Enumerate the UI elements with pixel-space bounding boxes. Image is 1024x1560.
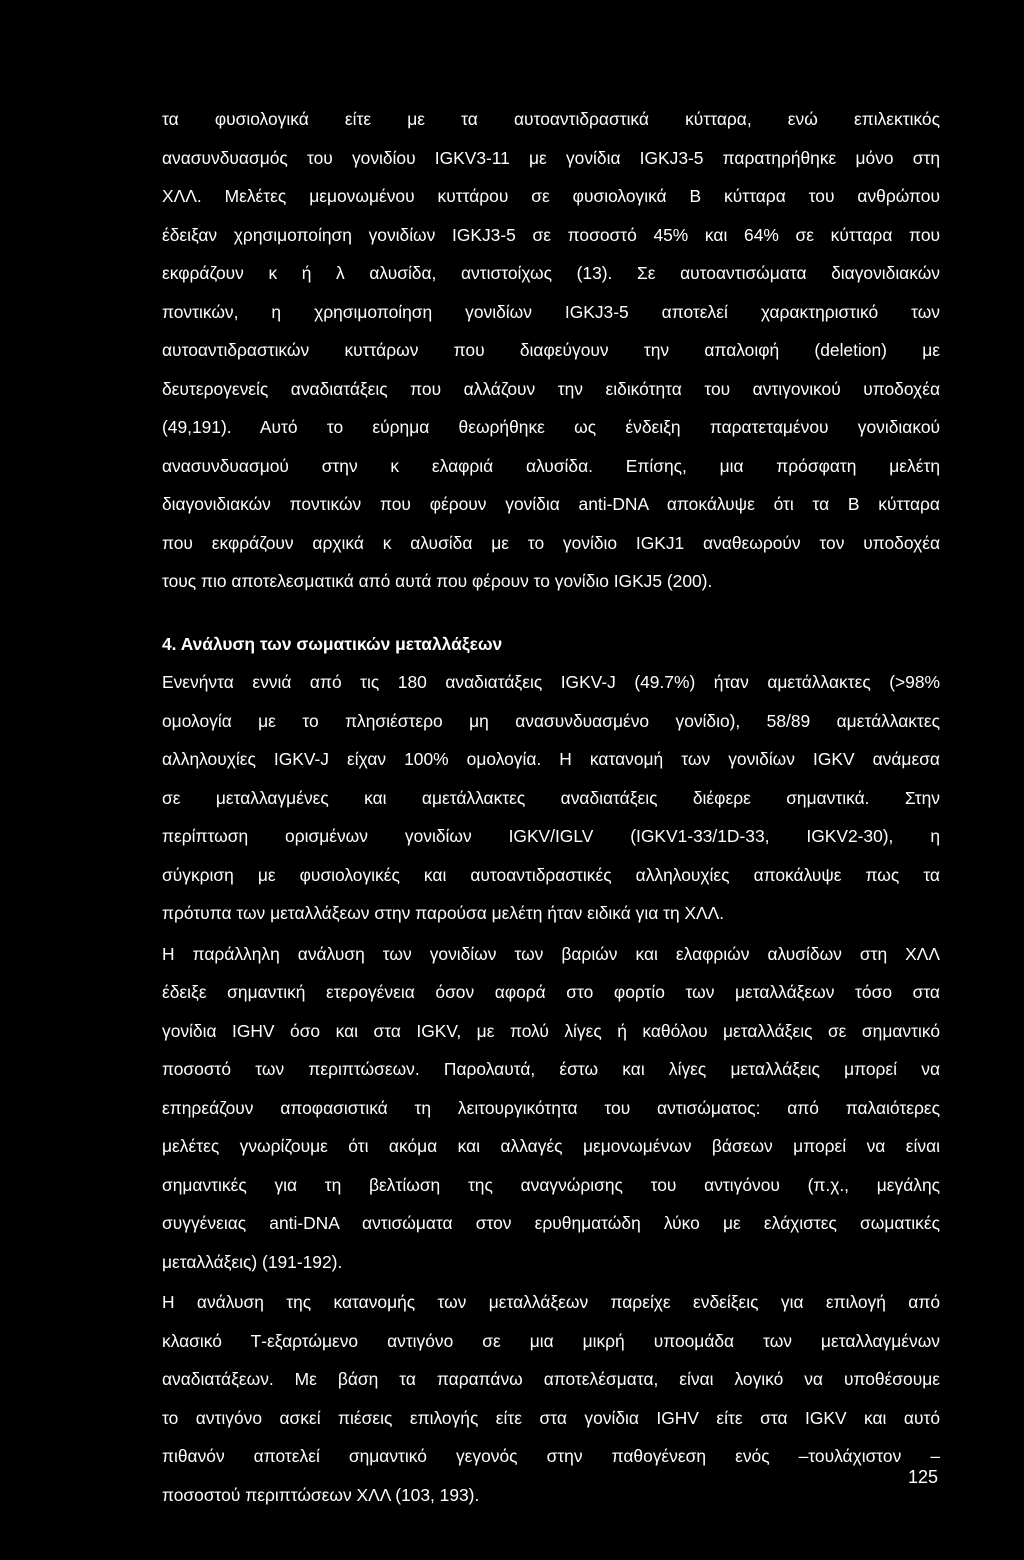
- text-line: ανασυνδυασμού στην κ ελαφριά αλυσίδα. Επίσης, μια πρόσφατη μελέτη: [162, 455, 940, 476]
- text-line: πρότυπα των μεταλλάξεων στην παρούσα μελέτη ήταν ειδικά για τη ΧΛΛ.: [162, 903, 725, 923]
- text-line: έδειξαν χρησιμοποίηση γονιδίων IGKJ3-5 σε ποσοστό 45% και 64% σε κύτταρα που: [162, 224, 940, 245]
- text-line: αναδιατάξεων. Με βάση τα παραπάνω αποτελέσματα, είναι λογικό να υποθέσουμε: [162, 1369, 940, 1389]
- paragraph-4: [162, 1283, 940, 1514]
- text-line: τους πιο αποτελεσματικά από αυτά που φέρουν το γονίδιο IGKJ5 (200).: [162, 571, 713, 591]
- text-line: ανασυνδυασμός του γονιδίου IGKV3-11 με γονίδια IGKJ3-5 παρατηρήθηκε μόνο στη: [162, 147, 940, 168]
- text-line: μεταλλάξεις) (191-192).: [162, 1251, 343, 1272]
- text-line: κλασικό Τ-εξαρτώμενο αντιγόνο σε μια μικρή υποομάδα των μεταλλαγμένων: [162, 1330, 940, 1351]
- text-line: διαγονιδιακών ποντικών που φέρουν γονίδια anti-DNA αποκάλυψε ότι τα Β κύτταρα: [162, 494, 940, 514]
- text-line: εκφράζουν κ ή λ αλυσίδα, αντιστοίχως (13). Σε αυτοαντισώματα διαγονιδιακών: [162, 263, 940, 283]
- section-heading: 4. Ανάλυση των σωματικών μεταλλάξεων: [162, 633, 503, 654]
- text-line: που εκφράζουν αρχικά κ αλυσίδα με το γονίδιο IGKJ1 αναθεωρούν τον υποδοχέα: [162, 532, 940, 553]
- text-line: ποντικών, η χρησιμοποίηση γονιδίων IGKJ3-5 αποτελεί χαρακτηριστικό των: [162, 301, 940, 322]
- text-line: επηρεάζουν αποφασιστικά τη λειτουργικότητα του αντισώματος: από παλαιότερες: [162, 1097, 940, 1118]
- document-page: [162, 100, 940, 1514]
- text-line: σύγκριση με φυσιολογικές και αυτοαντιδραστικές αλληλουχίες αποκάλυψε πως τα: [162, 864, 940, 885]
- text-line: (49,191). Αυτό το εύρημα θεωρήθηκε ως ένδειξη παρατεταμένου γονιδιακού: [162, 417, 940, 437]
- text-line: αλληλουχίες IGKV-J είχαν 100% ομολογία. Η κατανομή των γονιδίων IGKV ανάμεσα: [162, 749, 940, 769]
- text-line: γονίδια IGHV όσο και στα IGKV, με πολύ λίγες ή καθόλου μεταλλάξεις σε σημαντικό: [162, 1020, 940, 1041]
- text-line: σε μεταλλαγμένες και αμετάλλακτες αναδιατάξεις διέφερε σημαντικά. Στην: [162, 787, 940, 808]
- text-line: Η παράλληλη ανάλυση των γονιδίων των βαριών και ελαφριών αλυσίδων στη ΧΛΛ: [162, 943, 940, 964]
- text-line: Η ανάλυση της κατανομής των μεταλλάξεων παρείχε ενδείξεις για επιλογή από: [162, 1292, 940, 1312]
- text-line: το αντιγόνο ασκεί πιέσεις επιλογής είτε στα γονίδια IGHV είτε στα IGKV και αυτό: [162, 1407, 940, 1428]
- text-line: ποσοστό των περιπτώσεων. Παρολαυτά, έστω και λίγες μεταλλάξεις μπορεί να: [162, 1059, 940, 1079]
- paragraph-2: [162, 663, 940, 933]
- text-line: μελέτες γνωρίζουμε ότι ακόμα και αλλαγές μεμονωμένων βάσεων μπορεί να είναι: [162, 1136, 940, 1156]
- text-line: δευτερογενείς αναδιατάξεις που αλλάζουν την ειδικότητα του αντιγονικού υποδοχέα: [162, 378, 940, 399]
- text-line: Ενενήντα εννιά από τις 180 αναδιατάξεις IGKV-J (49.7%) ήταν αμετάλλακτες (>98%: [162, 672, 940, 692]
- text-line: σημαντικές για τη βελτίωση της αναγνώρισης του αντιγόνου (π.χ., μεγάλης: [162, 1174, 940, 1195]
- text-line: τα φυσιολογικά είτε με τα αυτοαντιδραστικά κύτταρα, ενώ επιλεκτικός: [162, 109, 940, 129]
- text-line: ποσοστού περιπτώσεων ΧΛΛ (103, 193).: [162, 1484, 480, 1505]
- text-line: περίπτωση ορισμένων γονιδίων IGKV/IGLV (IGKV1-33/1D-33, IGKV2-30), η: [162, 826, 940, 846]
- text-line: έδειξε σημαντική ετερογένεια όσον αφορά στο φορτίο των μεταλλάξεων τόσο στα: [162, 982, 940, 1002]
- text-line: πιθανόν αποτελεί σημαντικό γεγονός στην παθογένεση ενός –τουλάχιστον –: [162, 1446, 940, 1466]
- text-line: ΧΛΛ. Μελέτες μεμονωμένου κυττάρου σε φυσιολογικά Β κύτταρα του ανθρώπου: [162, 186, 940, 206]
- paragraph-3: [162, 935, 940, 1282]
- text-line: συγγένειας anti-DNA αντισώματα στον ερυθηματώδη λύκο με ελάχιστες σωματικές: [162, 1213, 940, 1233]
- text-line: αυτοαντιδραστικών κυττάρων που διαφεύγουν την απαλοιφή (deletion) με: [162, 340, 940, 360]
- page-number: 125: [907, 1467, 938, 1487]
- paragraph-1: [162, 100, 940, 601]
- text-line: ομολογία με το πλησιέστερο μη ανασυνδυασμένο γονίδιο), 58/89 αμετάλλακτες: [162, 710, 940, 731]
